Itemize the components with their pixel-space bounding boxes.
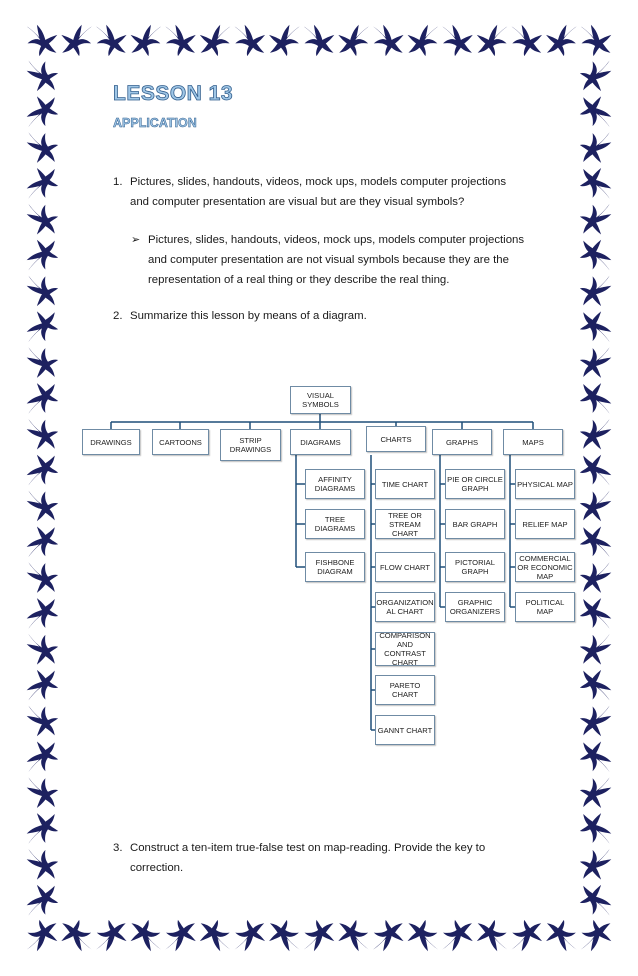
diagram-node-item: RELIEF MAP xyxy=(515,509,575,539)
question-number: 2. xyxy=(113,310,123,322)
diagram-node-item: FLOW CHART xyxy=(375,552,435,582)
diagram-node-item: FISHBONE DIAGRAM xyxy=(305,552,365,582)
diagram-node-category: CARTOONS xyxy=(152,429,209,455)
question-number: 3. xyxy=(113,842,123,854)
question-line: and computer presentation are visual but are they visual symbols? xyxy=(130,196,465,208)
diagram-node-item: BAR GRAPH xyxy=(445,509,505,539)
diagram-node-item: ORGANIZATION AL CHART xyxy=(375,592,435,622)
lesson-subtitle: APPLICATION xyxy=(113,116,197,130)
diagram-node-root: VISUAL SYMBOLS xyxy=(290,386,351,414)
diagram-node-category: STRIP DRAWINGS xyxy=(220,429,281,461)
question-line: Summarize this lesson by means of a diagram. xyxy=(130,310,367,322)
diagram-node-category: DIAGRAMS xyxy=(290,429,351,455)
diagram-node-item: GRAPHIC ORGANIZERS xyxy=(445,592,505,622)
diagram-node-item: PHYSICAL MAP xyxy=(515,469,575,499)
diagram-node-item: TREE OR STREAM CHART xyxy=(375,509,435,539)
diagram-node-item: GANNT CHART xyxy=(375,715,435,745)
question-line: Pictures, slides, handouts, videos, mock ups, models computer projections xyxy=(130,176,507,188)
diagram-node-item: TREE DIAGRAMS xyxy=(305,509,365,539)
question-line: correction. xyxy=(130,862,184,874)
diagram-node-category: DRAWINGS xyxy=(82,429,140,455)
diagram-node-item: PICTORIAL GRAPH xyxy=(445,552,505,582)
diagram-node-item: TIME CHART xyxy=(375,469,435,499)
answer-line: and computer presentation are not visual symbols because they are the xyxy=(148,254,509,266)
diagram-node-item: COMPARISON AND CONTRAST CHART xyxy=(375,632,435,666)
diagram-node-item: AFFINITY DIAGRAMS xyxy=(305,469,365,499)
diagram-node-item: PIE OR CIRCLE GRAPH xyxy=(445,469,505,499)
diagram-node-category: MAPS xyxy=(503,429,563,455)
answer-line: Pictures, slides, handouts, videos, mock ups, models computer projections xyxy=(148,234,525,246)
diagram-node-item: POLITICAL MAP xyxy=(515,592,575,622)
lesson-title: LESSON 13 xyxy=(113,82,234,105)
diagram-node-category: GRAPHS xyxy=(432,429,492,455)
diagram-node-item: COMMERCIAL OR ECONOMIC MAP xyxy=(515,552,575,582)
diagram-node-item: PARETO CHART xyxy=(375,675,435,705)
diagram-node-category: CHARTS xyxy=(366,426,426,452)
answer-line: representation of a real thing or they describe the real thing. xyxy=(148,274,450,286)
question-line: Construct a ten-item true-false test on map-reading. Provide the key to xyxy=(130,842,486,854)
arrow-bullet-icon: ➢ xyxy=(131,234,141,246)
question-number: 1. xyxy=(113,176,123,188)
